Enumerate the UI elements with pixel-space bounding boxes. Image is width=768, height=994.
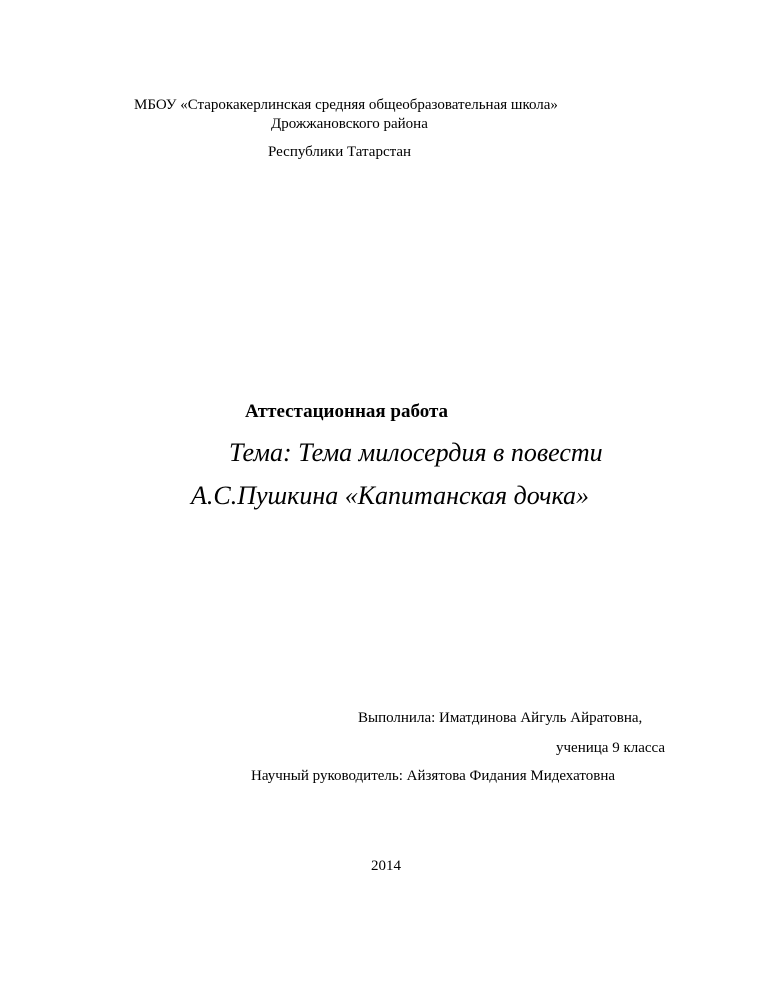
work-type-heading: Аттестационная работа xyxy=(245,401,449,422)
school-name-line-1: МБОУ «Старокакерлинская средняя общеобразовательная школа» xyxy=(134,97,558,113)
year: 2014 xyxy=(371,858,401,874)
topic-line-2: А.С.Пушкина «Капитанская дочка» xyxy=(191,481,590,510)
topic-line-1: Тема: Тема милосердия в повести xyxy=(229,438,603,467)
advisor-line: Научный руководитель: Айзятова Фидания Мидехатовна xyxy=(251,768,616,784)
school-name-line-2: Дрожжановского района xyxy=(271,116,428,132)
grade-line: ученица 9 класса xyxy=(556,740,666,756)
school-name-line-3: Республики Татарстан xyxy=(268,144,412,160)
author-line: Выполнила: Иматдинова Айгуль Айратовна, xyxy=(358,710,643,726)
